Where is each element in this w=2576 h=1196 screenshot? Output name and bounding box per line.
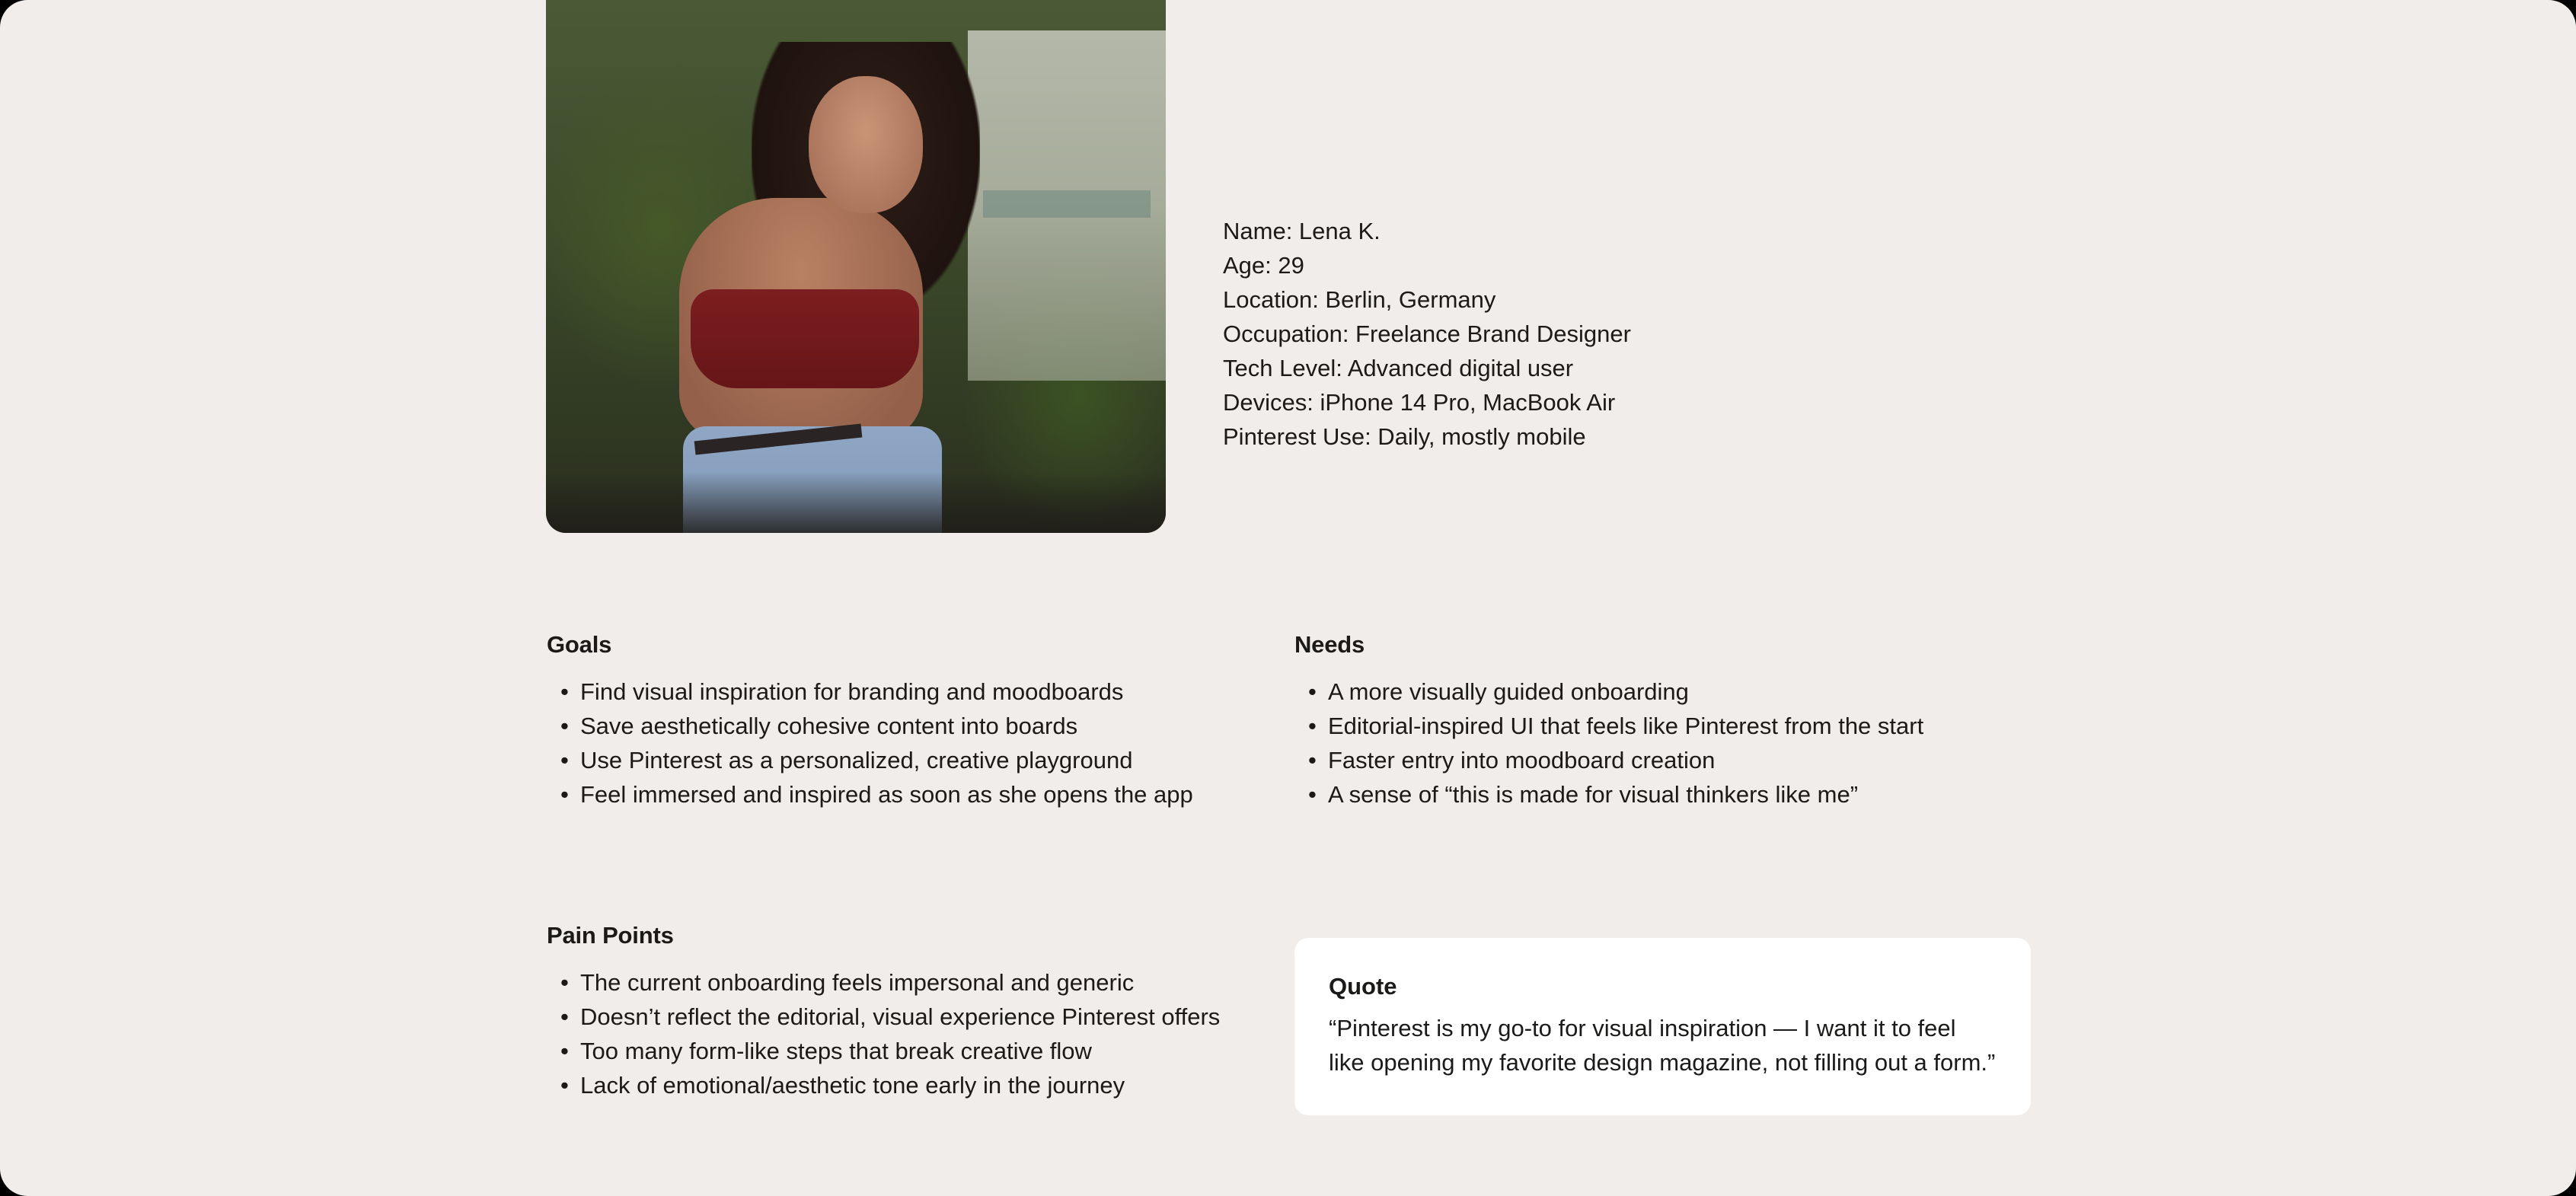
list-item [1294,777,1923,812]
list-item-text: The current onboarding feels impersonal and generic [580,969,1135,996]
photo-ledge-shadow [546,472,1166,533]
list-item [547,709,1193,743]
list-item-text: Editorial-inspired UI that feels like Pinterest from the start [1328,713,1924,739]
list-item-text: Save aesthetically cohesive content into boards [580,713,1078,739]
list-item [547,965,1220,1000]
needs-heading: Needs [1294,631,1365,658]
goals-section [547,631,1193,812]
bullet-icon: • [560,713,569,739]
list-item [1294,743,1923,777]
detail-devices: Devices: iPhone 14 Pro, MacBook Air [1223,389,1616,416]
photo-face [809,76,923,213]
quote-text: “Pinterest is my go-to for visual inspiration — I want it to feel like opening my favorite design magazine, not filling out a form.” [1329,1015,1996,1076]
detail-pinterest-use: Pinterest Use: Daily, mostly mobile [1223,423,1586,450]
photo-bg-balcony [983,190,1151,218]
list-item-text: Doesn’t reflect the editorial, visual experience Pinterest offers [580,1003,1221,1030]
bullet-icon: • [560,969,569,996]
persona-details [1223,214,1631,454]
list-item [547,1000,1220,1034]
needs-section [1294,631,1923,812]
list-item [1294,709,1923,743]
quote-card [1294,938,2031,1115]
list-item-text: A sense of “this is made for visual thinkers like me” [1328,781,1859,808]
bullet-icon: • [560,1003,569,1030]
bullet-icon: • [1308,747,1317,773]
list-item-text: Use Pinterest as a personalized, creative playground [580,747,1133,773]
list-item-text: Lack of emotional/aesthetic tone early in the journey [580,1072,1125,1099]
detail-tech-level: Tech Level: Advanced digital user [1223,355,1574,381]
bullet-icon: • [560,678,569,705]
list-item-text: A more visually guided onboarding [1328,678,1689,705]
goals-heading: Goals [547,631,612,658]
goals-list [547,675,1193,812]
bullet-icon: • [1308,678,1317,705]
pain-points-heading: Pain Points [547,922,674,949]
needs-list [1294,675,1923,812]
quote-heading: Quote [1329,973,1397,1000]
list-item [547,675,1193,709]
list-item-text: Find visual inspiration for branding and moodboards [580,678,1124,705]
bullet-icon: • [560,747,569,773]
list-item-text: Faster entry into moodboard creation [1328,747,1716,773]
bullet-icon: • [560,781,569,808]
list-item-text: Too many form-like steps that break creative flow [580,1038,1092,1064]
bullet-icon: • [1308,781,1317,808]
pain-points-section [547,922,1220,1102]
bullet-icon: • [560,1038,569,1064]
bullet-icon: • [1308,713,1317,739]
pain-points-list [547,965,1220,1102]
list-item [547,743,1193,777]
list-item [1294,675,1923,709]
detail-name: Name: Lena K. [1223,218,1381,244]
detail-age: Age: 29 [1223,252,1304,279]
list-item [547,1034,1220,1068]
detail-occupation: Occupation: Freelance Brand Designer [1223,321,1631,347]
list-item [547,777,1193,812]
photo-red-top [691,289,919,388]
bullet-icon: • [560,1072,569,1099]
detail-location: Location: Berlin, Germany [1223,286,1496,313]
persona-photo [546,0,1166,533]
list-item-text: Feel immersed and inspired as soon as she opens the app [580,781,1193,808]
list-item [547,1068,1220,1102]
